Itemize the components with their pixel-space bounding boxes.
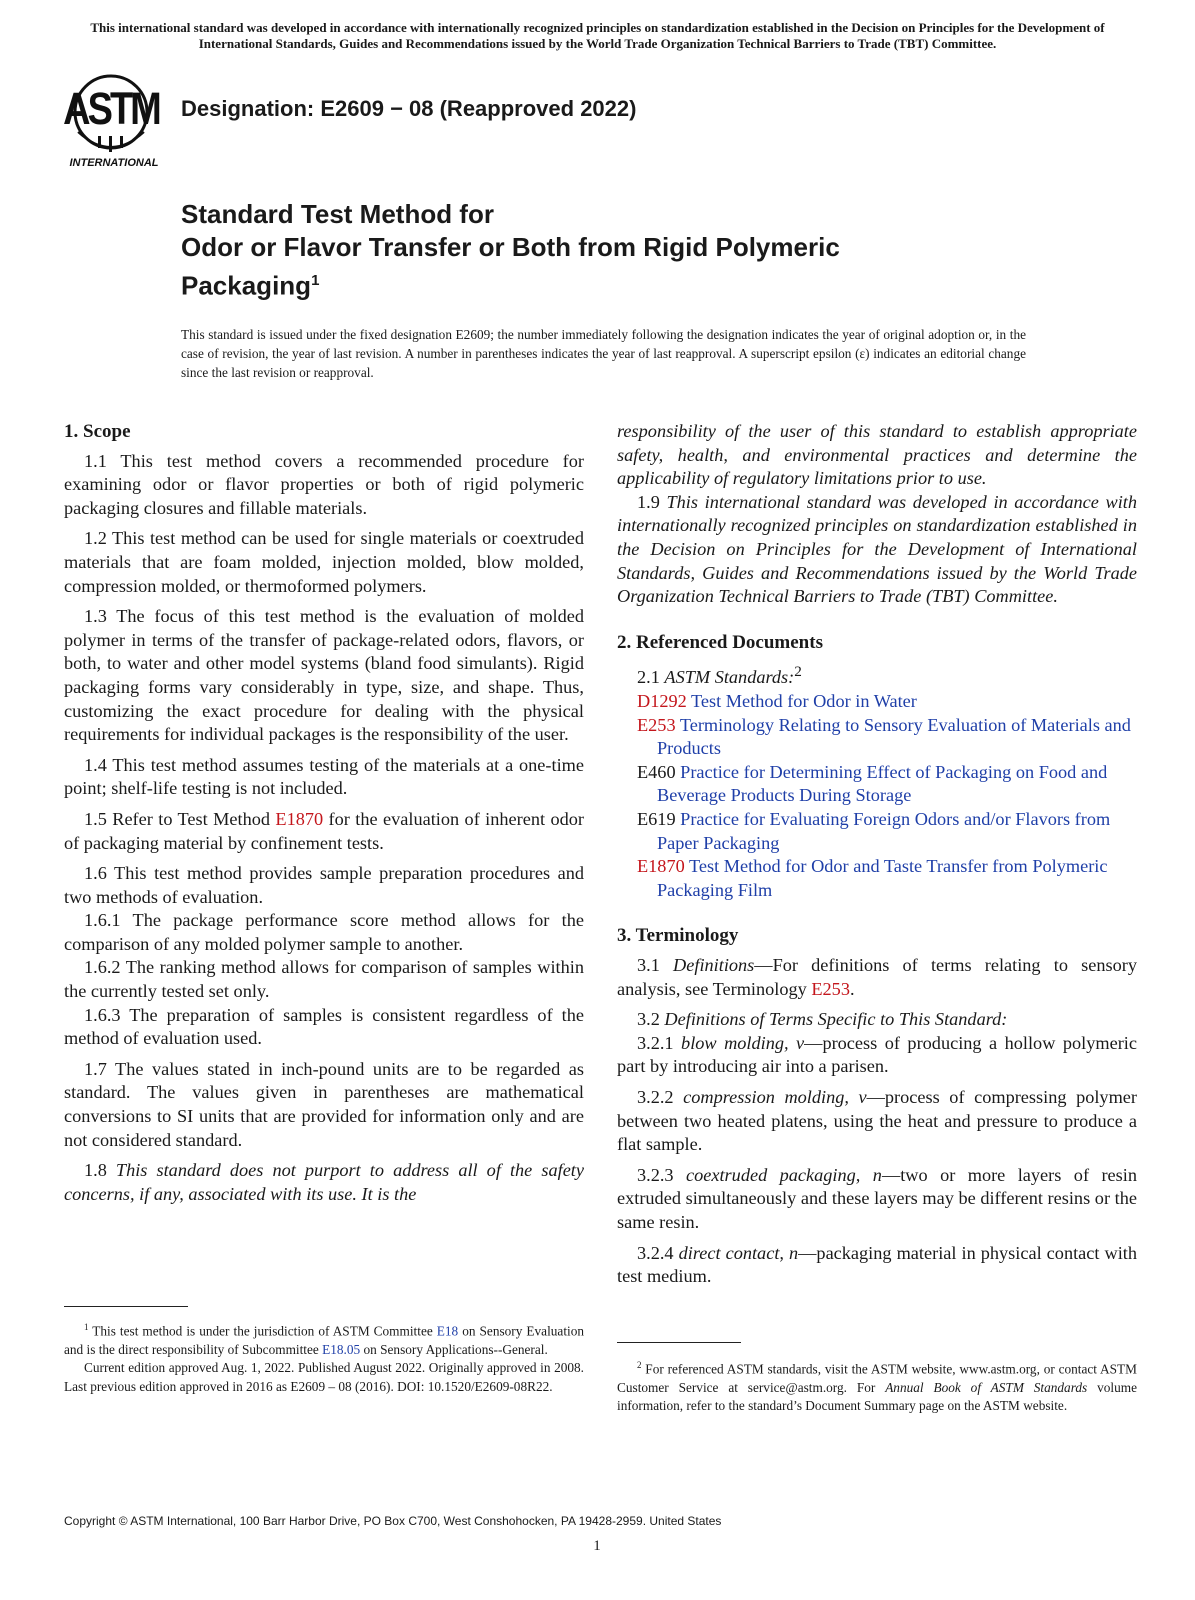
para-1-2: 1.2 This test method can be used for single materials or coextruded materials that are foam molded, injection molded, blow molded, compression molded, or thermoformed polymers.	[64, 528, 584, 596]
ref-e253	[617, 714, 1137, 761]
left-column	[64, 420, 584, 1206]
page-number: 1	[593, 1538, 601, 1554]
designation: Designation: E2609 − 08 (Reapproved 2022)	[181, 96, 637, 121]
logo-wordmark: ASTM	[64, 82, 159, 134]
link-e18[interactable]: E18	[436, 1323, 459, 1339]
para-1-7: 1.7 The values stated in inch-pound units are to be regarded as standard. The values given in parentheses are mathematical conversions to SI units that are provided for information only and are not considered standard.	[64, 1058, 584, 1150]
para-3-2: 3.2 Definitions of Terms Specific to This Standard:	[637, 1009, 1008, 1030]
link-e253[interactable]: E253	[637, 714, 676, 735]
para-2-1: 2.1 ASTM Standards:$^2$	[637, 663, 802, 688]
para-1-1: 1.1 This test method covers a recommended procedure for examining odor or flavor properties or both of rigid polymeric packaging closures and fillable materials.	[64, 450, 584, 518]
link-e1870-ref[interactable]: E1870	[637, 856, 685, 877]
para-1-8-start: 1.8 This standard does not purport to address all of the safety concerns, if any, associated with its use. It is the	[64, 1160, 584, 1204]
para-1-3: 1.3 The focus of this test method is the evaluation of molded polymer in terms of the transfer of package-related odors, flavors, or both, to water and other model systems (bland food simulants). Rigid packaging forms vary considerably in type, size, and shape. Thus, customizing the exact procedure for dealing with the physical requirements for individual packages is the responsibility of the user.	[64, 606, 584, 745]
issuance-statement: This standard is issued under the fixed designation E2609; the number immediately following the designation indicates the year of original adoption or, in the case of revision, the year of last revision. A number in parentheses indicates the year of last reapproval. A superscript epsilon (ε) indicates an editorial change since the last revision or reapproval.	[181, 327, 1026, 380]
para-1-6-3: 1.6.3 The preparation of samples is consistent regardless of the method of evaluation used.	[64, 1004, 584, 1049]
para-1-8-end: responsibility of the user of this standard to establish appropriate safety, health, and environmental practices and determine the applicability of regulatory limitations prior to use.	[617, 421, 1137, 489]
link-d1292[interactable]: D1292	[637, 691, 687, 712]
link-d1292-title[interactable]: Test Method for Odor in Water	[686, 691, 917, 712]
footnote-rule-left	[64, 1306, 188, 1307]
footnote-2-text: $^2$ For referenced ASTM standards, visit the ASTM website, www.astm.org, or contact ASTM Customer Service at service@astm.org. For Annual Book of ASTM Standards volume information, refer to the standard’s Document Summary page on the ASTM website.	[617, 1360, 1137, 1414]
right-column	[617, 420, 1137, 1289]
link-e619-title[interactable]: Practice for Evaluating Foreign Odors and/or Flavors from Paper Packaging	[657, 809, 1111, 853]
para-3-2-1: 3.2.1 blow molding, v—process of producing a hollow polymeric part by introducing air into a parisen.	[617, 1032, 1137, 1077]
link-e253-title[interactable]: Terminology Relating to Sensory Evaluation of Materials and Products	[657, 714, 1131, 759]
copyright-notice: Copyright © ASTM International, 100 Barr Harbor Drive, PO Box C700, West Conshohocken, PA 19428-2959. United States	[64, 1514, 722, 1528]
footnote-2	[617, 1356, 1137, 1416]
logo-international: INTERNATIONAL	[69, 157, 159, 169]
link-e18-05[interactable]: E18.05	[322, 1341, 361, 1357]
ref-d1292	[617, 690, 1137, 714]
ref-code-e619: E619	[637, 809, 676, 829]
ref-e460	[617, 761, 1137, 808]
link-e460-title[interactable]: Practice for Determining Effect of Packaging on Food and Beverage Products During Storage	[657, 761, 1108, 806]
title-line-3: Packaging$^1$	[181, 270, 320, 301]
astm-logo	[64, 70, 170, 170]
ref-code-e460: E460	[637, 761, 676, 782]
footnote-rule-right	[617, 1342, 741, 1343]
document-title	[181, 198, 1081, 303]
para-1-4: 1.4 This test method assumes testing of the materials at a one-time point; shelf-life testing is not included.	[64, 754, 584, 799]
title-line-2: Odor or Flavor Transfer or Both from Rigid Polymeric	[181, 232, 840, 262]
footnote-1	[64, 1318, 584, 1396]
link-e1870-title[interactable]: Test Method for Odor and Taste Transfer from Polymeric Packaging Film	[657, 856, 1108, 900]
para-3-2-3: 3.2.3 coextruded packaging, n—two or more layers of resin extruded simultaneously and these layers may be different resins or the same resin.	[617, 1164, 1137, 1232]
footnote-1-text: $^1$ This test method is under the jurisdiction of ASTM Committee E18 on Sensory Evaluation and is the direct responsibility of Subcommittee E18.05 on Sensory Applications--General.	[64, 1322, 584, 1357]
title-footnote-mark: 1	[311, 272, 320, 289]
para-1-6: 1.6 This test method provides sample preparation procedures and two methods of evaluation.	[64, 863, 584, 907]
para-1-6-1: 1.6.1 The package performance score method allows for the comparison of any molded polymer sample to another.	[64, 910, 584, 954]
link-e1870[interactable]: E1870	[275, 808, 324, 829]
para-1-6-2: 1.6.2 The ranking method allows for comparison of samples within the currently tested set only.	[64, 957, 584, 1002]
section-heading-terminology: 3. Terminology	[617, 925, 739, 947]
para-3-1: 3.1 Definitions—For definitions of terms relating to sensory analysis, see Terminology E253.	[617, 954, 1138, 999]
ref-e619	[617, 808, 1137, 855]
title-line-1: Standard Test Method for	[181, 199, 494, 229]
para-1-9: 1.9 This international standard was developed in accordance with internationally recognized principles on standardization established in the Decision on Principles for the Development of International Standards, Guides and Recommendations issued by the World Trade Organization Technical Barriers to Trade (TBT) Committee.	[617, 491, 1138, 607]
international-standard-notice: This international standard was developed in accordance with internationally recognized principles on standardization established in the Decision on Principles for the Development of International Standards, Guides and Recommendations issued by the World Trade Organization Technical Barriers to Trade (TBT) Committee.	[90, 20, 1105, 51]
ref-e1870	[617, 855, 1137, 902]
section-heading-scope: 1. Scope	[64, 421, 131, 442]
section-heading-referenced-documents: 2. Referenced Documents	[617, 631, 823, 653]
footnote-1-edition: Current edition approved Aug. 1, 2022. Published August 2022. Originally approved in 2008. Last previous edition approved in 2016 as E2609 – 08 (2016). DOI: 10.1520/E2609-08R22.	[64, 1360, 584, 1394]
link-e253-terminology[interactable]: E253	[811, 978, 850, 999]
para-3-2-4: 3.2.4 direct contact, n—packaging material in physical contact with test medium.	[617, 1242, 1137, 1287]
para-3-2-2: 3.2.2 compression molding, v—process of compressing polymer between two heated platens, using the heat and pressure to produce a flat sample.	[617, 1086, 1137, 1155]
para-1-5: 1.5 Refer to Test Method E1870 for the evaluation of inherent odor of packaging material by confinement tests.	[64, 808, 584, 853]
astm-logo-graphic	[64, 70, 170, 170]
